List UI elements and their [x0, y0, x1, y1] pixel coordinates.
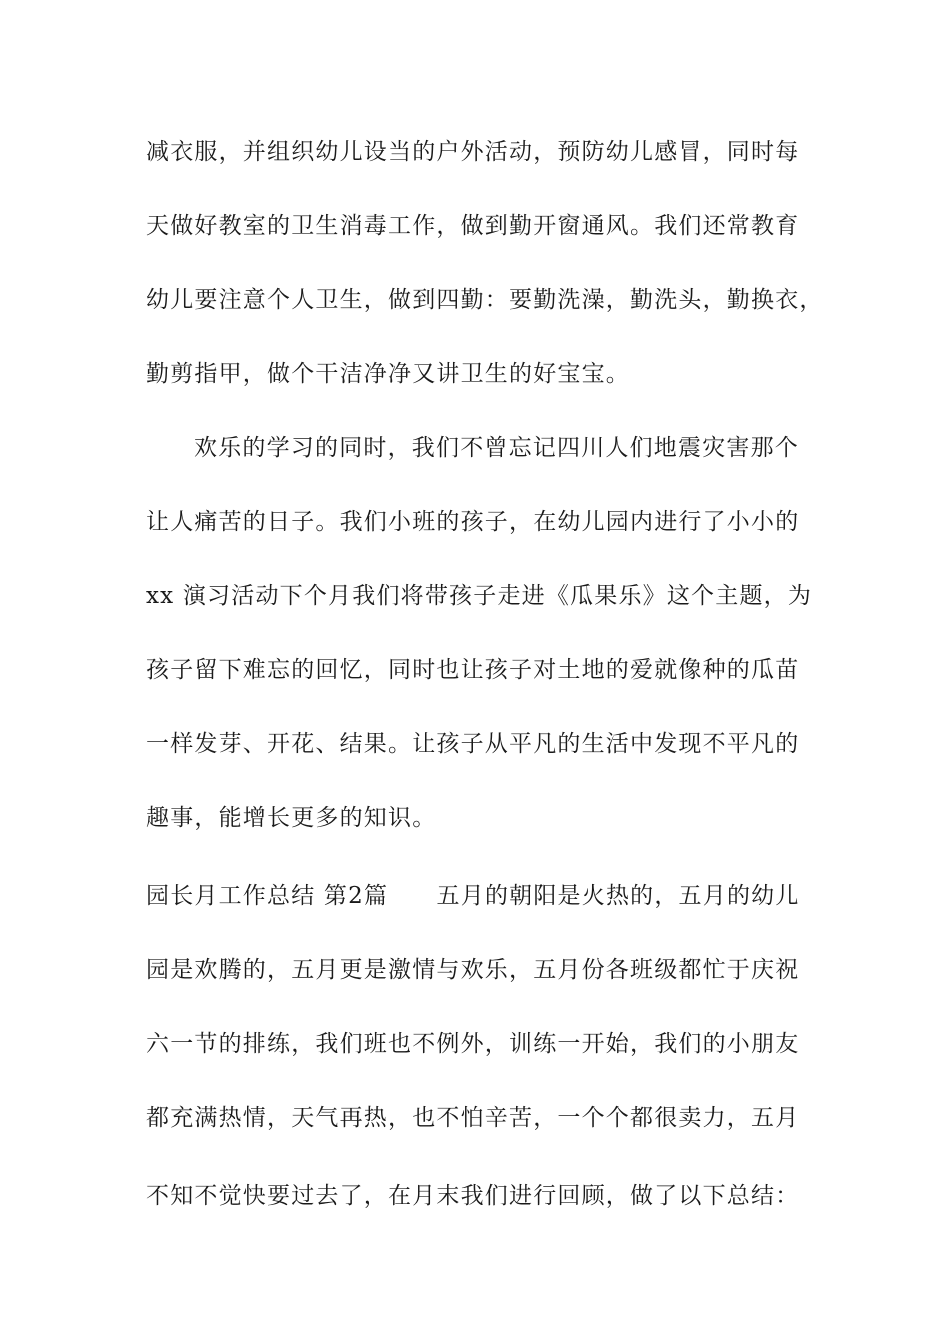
text-line-3: 幼儿要注意个人卫生，做到四勤：要勤洗澡，勤洗头，勤换衣， — [146, 287, 824, 313]
text-line-15: 不知不觉快要过去了，在月末我们进行回顾，做了以下总结： — [146, 1183, 800, 1209]
text-line-13: 六一节的排练，我们班也不例外，训练一开始，我们的小朋友 — [146, 1031, 800, 1057]
text-line-8: 孩子留下难忘的回忆，同时也让孩子对土地的爱就像种的瓜苗 — [146, 657, 800, 683]
text-line-9: 一样发芽、开花、结果。让孩子从平凡的生活中发现不平凡的 — [146, 731, 800, 757]
text-line-7: xx 演习活动下个月我们将带孩子走进《瓜果乐》这个主题，为 — [146, 583, 813, 609]
text-line-14: 都充满热情，天气再热，也不怕辛苦，一个个都很卖力，五月 — [146, 1105, 800, 1131]
section-heading-line: 园长月工作总结 第2篇 五月的朝阳是火热的，五月的幼儿 — [146, 883, 800, 909]
text-line-4: 勤剪指甲，做个干洁净净又讲卫生的好宝宝。 — [146, 361, 630, 387]
text-line-1: 减衣服，并组织幼儿设当的户外活动，预防幼儿感冒，同时每 — [146, 139, 800, 165]
text-line-2: 天做好教室的卫生消毒工作，做到勤开窗通风。我们还常教育 — [146, 213, 800, 239]
text-line-5: 欢乐的学习的同时，我们不曾忘记四川人们地震灾害那个 — [194, 435, 799, 461]
text-line-10: 趣事，能增长更多的知识。 — [146, 805, 437, 831]
text-line-6: 让人痛苦的日子。我们小班的孩子，在幼儿园内进行了小小的 — [146, 509, 800, 535]
text-line-12: 园是欢腾的，五月更是激情与欢乐，五月份各班级都忙于庆祝 — [146, 957, 800, 983]
